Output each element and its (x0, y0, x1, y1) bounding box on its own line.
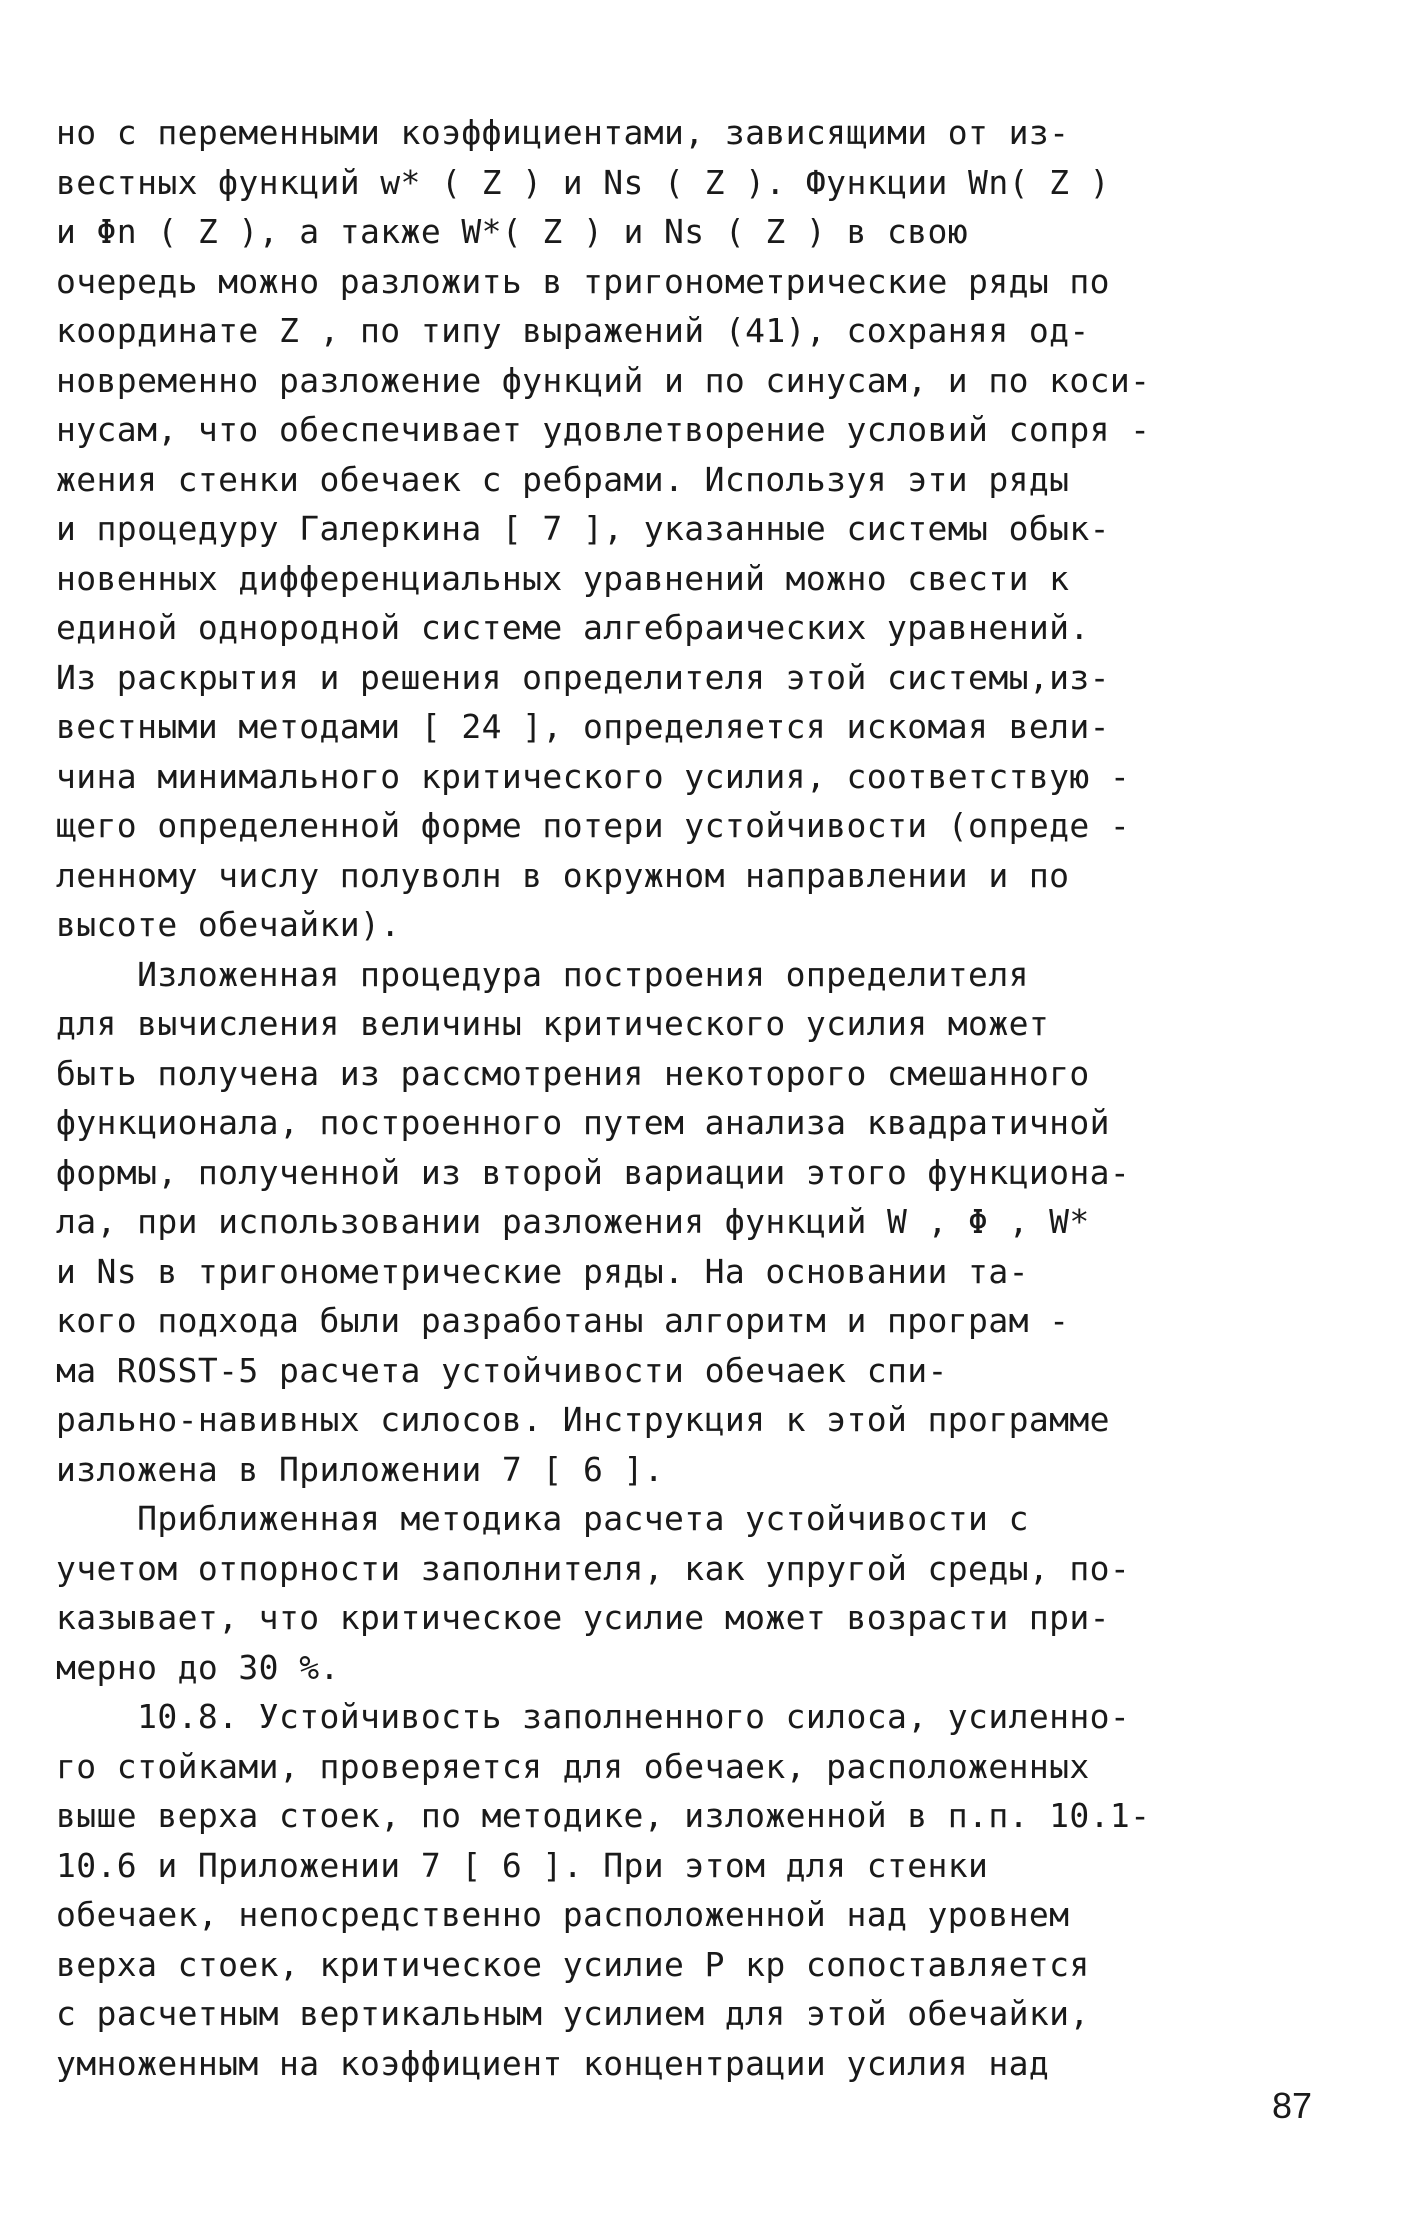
text-line: новременно разложение функций и по синусам, и по коси- (56, 360, 1151, 400)
text-line: умноженным на коэффициент концентрации усилия над (56, 2043, 1050, 2083)
text-line: с расчетным вертикальным усилием для этой обечайки, (56, 1994, 1090, 2033)
text-line: и Ns в тригонометрические ряды. На основании та- (56, 1251, 1029, 1291)
text-line: щего определенной форме потери устойчивости (опреде - (56, 806, 1131, 845)
page-number: 87 (1272, 2085, 1313, 2126)
text-line: высоте обечайки). (56, 905, 401, 944)
text-line: верха стоек, критическое усилие P кр сопоставляется (56, 1944, 1090, 1984)
text-line: нусам, что обеспечивает удовлетворение условий сопря - (56, 410, 1151, 449)
body-text (56, 108, 1356, 2088)
text-line: и процедуру Галеркина [ 7 ], указанные системы обык- (56, 509, 1110, 548)
text-line: новенных дифференциальных уравнений можно свести к (56, 558, 1070, 598)
text-line: Приближенная методика расчета устойчивости с (56, 1499, 1029, 1538)
text-line: рально-навивных силосов. Инструкция к этой программе (56, 1400, 1110, 1439)
text-line: и Φn ( Z ), а также W*( Z ) и Ns ( Z ) в свою (56, 212, 969, 251)
text-line: очередь можно разложить в тригонометрические ряды по (56, 261, 1110, 301)
text-line: для вычисления величины критического усилия может (56, 1004, 1050, 1043)
text-line: вестными методами [ 24 ], определяется искомая вели- (56, 707, 1110, 746)
text-line: мерно до 30 %. (56, 1647, 340, 1687)
text-line: выше верха стоек, по методике, изложенной в п.п. 10.1- (56, 1796, 1151, 1835)
text-line: казывает, что критическое усилие может возрасти при- (56, 1598, 1110, 1637)
text-line: чина минимального критического усилия, соответствую - (56, 756, 1131, 796)
text-line: изложена в Приложении 7 [ 6 ]. (56, 1449, 665, 1489)
text-line: учетом отпорности заполнителя, как упругой среды, по- (56, 1548, 1131, 1588)
text-line: функционала, построенного путем анализа квадратичной (56, 1103, 1110, 1142)
text-line: 10.6 и Приложении 7 [ 6 ]. При этом для стенки (56, 1845, 989, 1885)
text-line: единой однородной системе алгебраических уравнений. (56, 608, 1090, 647)
text-line: 10.8. Устойчивость заполненного силоса, усиленно- (56, 1697, 1131, 1736)
text-line: го стойками, проверяется для обечаек, расположенных (56, 1746, 1090, 1786)
text-line: но с переменными коэффициентами, зависящими от из- (56, 113, 1070, 152)
text-line: координате Z , по типу выражений (41), сохраняя од- (56, 311, 1090, 350)
text-line: вестных функций w* ( Z ) и Ns ( Z ). Функции Wn( Z ) (56, 162, 1110, 202)
text-line: Из раскрытия и решения определителя этой системы,из- (56, 657, 1110, 697)
text-line: быть получена из рассмотрения некоторого смешанного (56, 1053, 1090, 1093)
text-line: обечаек, непосредственно расположенной над уровнем (56, 1895, 1070, 1934)
text-line: жения стенки обечаек с ребрами. Используя эти ряды (56, 459, 1070, 499)
text-line: ленному числу полуволн в окружном направлении и по (56, 855, 1070, 895)
text-line: Изложенная процедура построения определителя (56, 954, 1029, 994)
text-line: ла, при использовании разложения функций W , Φ , W* (56, 1202, 1090, 1241)
text-line: формы, полученной из второй вариации этого функциона- (56, 1152, 1131, 1192)
text-line: ма ROSST-5 расчета устойчивости обечаек спи- (56, 1350, 948, 1390)
text-line: кого подхода были разработаны алгоритм и програм - (56, 1301, 1070, 1340)
